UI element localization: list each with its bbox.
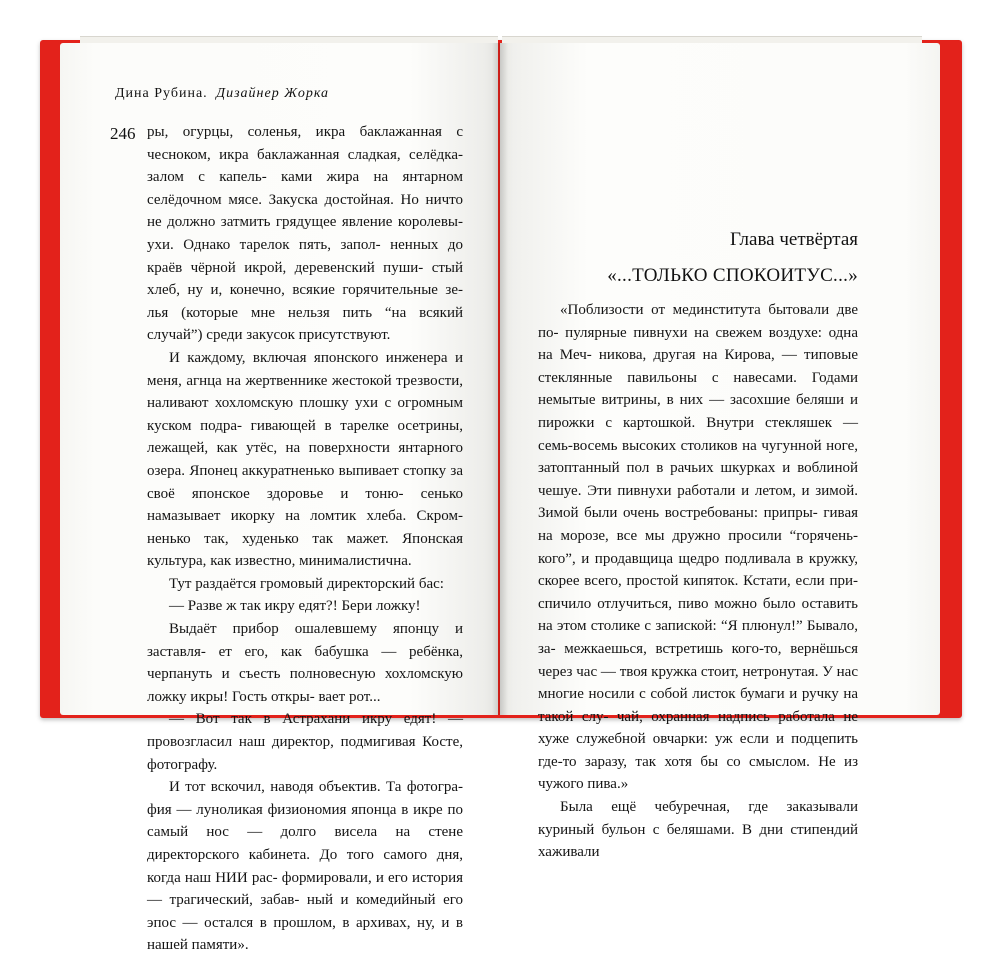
paragraph — [147, 618, 463, 708]
page-number: 246 — [110, 124, 136, 143]
text-line: ный и комедийный его эпос — остался в прошлом, — [147, 892, 464, 931]
text-line: «Поблизости от мединститута бытовали две по- — [538, 302, 858, 341]
chapter-label: Глава четвёртая — [729, 229, 858, 250]
chapter-title: «...ТОЛЬКО СПОКОИТУС...» — [607, 265, 858, 286]
text-line: ры, огурцы, соленья, икра баклажанная с чесноком, — [147, 124, 463, 163]
text-line: час — твоя кружка стоит, нетронутая. У нас многие — [538, 663, 858, 703]
text-line: фия — луноликая физиономия японца в икре по — [147, 801, 463, 818]
text-line: Тут раздаётся громовый директорский бас: — [169, 575, 444, 592]
text-line: гивая на морозе, все мы дружно просили “горячень- — [538, 505, 858, 544]
paragraph — [538, 796, 858, 864]
text-line: кабинета. До того самого дня, когда наш НИИ рас- — [147, 847, 464, 886]
text-line: в них — засохшие беляши и пирожки с картошкой. — [538, 392, 859, 431]
right-page-text — [538, 299, 858, 864]
text-line: ками жира на янтарном селёдочном мясе. Закуска — [147, 169, 463, 208]
header-author: Дина Рубина. — [115, 86, 208, 101]
running-header — [115, 86, 329, 102]
text-line: ненных до краёв чёрной икрой, деревенский пуши- — [147, 236, 464, 276]
text-line: межкаешься, встретишь кого-то, вернёшься через — [538, 640, 858, 680]
text-line: кого”, и продавщица щедро подливала в кружку, — [538, 550, 858, 567]
text-line: агнца на жертвеннике жестокой трезвости, наливают — [147, 372, 464, 412]
text-line: стый хлеб, ну и, конечно, всякие горячительные зе- — [147, 259, 464, 299]
text-line: и воблиной чешуе. Эти пивнухи работали и летом, — [538, 460, 858, 499]
text-line: носили с собой листок бумаги и ручку на такой слу- — [538, 686, 859, 725]
text-line: овчарки: уж если и подцепить где-то заразу, так хотя — [538, 731, 859, 770]
text-line: — Разве ж так икру едят?! Бери ложку! — [169, 598, 421, 615]
text-line: лья (которые мне нельзя пить “на всякий случай”) — [147, 304, 463, 344]
paragraph — [147, 776, 463, 957]
text-line: Внутри стекляшек — семь-восемь высоких столиков — [538, 414, 859, 454]
text-line: И каждому, включая японского инженера и меня, — [147, 349, 463, 389]
left-page-text — [147, 121, 463, 957]
text-line: этом столике с запиской: “Я плюнул!” Бывало, за- — [538, 618, 858, 657]
text-line: вает рот... — [318, 688, 381, 705]
text-line: — Вот так в Астрахани икру едят! — провозгласил — [147, 711, 463, 751]
text-line: в архивах, ну, и в нашей памяти». — [147, 914, 464, 954]
text-line: икра баклажанная сладкая, селёдка-залом с капель- — [147, 146, 463, 186]
text-line: среди закусок присутствуют. — [206, 327, 391, 344]
text-line: бульон с беляшами. В дни стипендий хаживали — [538, 821, 858, 861]
text-line: хохломскую плошку ухи с огромным куском подра- — [147, 395, 464, 434]
text-line: ненько так, худенько так мажет. Японская культура, — [147, 530, 463, 570]
text-line: самый нос — долго висела на стене директорского — [147, 824, 463, 863]
text-line: сенько намазывает икорку на ломтик хлеба. Скром- — [147, 485, 464, 525]
text-line: скорее всего, простой кипяток. Кстати, если при- — [538, 573, 858, 590]
text-line: на чугунной ноге, затоптанный пол в рачьих шкурках — [538, 437, 858, 477]
text-line: наш директор, подмигивая Косте, фотографу. — [147, 734, 463, 773]
show-through-text — [540, 96, 860, 209]
text-line: И тот вскочил, наводя объектив. Та фотогра- — [169, 779, 463, 796]
book-gutter — [492, 43, 508, 715]
text-line: спичило отлучиться, пиво можно было оставить на — [538, 595, 858, 635]
paragraph — [147, 708, 463, 776]
text-line: и зимой. Зимой были очень востребованы: припры- — [538, 482, 859, 522]
text-line: павильоны с навесами. Годами немытые витрины, — [538, 369, 858, 409]
paragraph — [147, 347, 463, 573]
text-line: никова, другая на Кирова, — типовые стеклянные — [538, 347, 858, 386]
text-line: Была ещё чебуречная, где заказывали куриный — [538, 799, 858, 838]
text-line: гивающей в тарелке осетрины, лежащей, как утёс, на — [147, 417, 463, 457]
text-line: явление королевы-ухи. Однако тарелок пять, запол- — [147, 214, 463, 253]
paragraph — [538, 299, 858, 796]
text-line: чай, охранная надпись работала не хуже служебной — [538, 708, 859, 748]
text-line: как известно, минималистична. — [210, 553, 412, 570]
text-line: выпивает стопку за своё японское здоровье и тоню- — [147, 462, 464, 502]
text-line: полновесную хохломскую ложку икры! Гость откры- — [147, 666, 464, 705]
text-line: поверхности янтарного озера. Японец аккуратненько — [147, 440, 464, 479]
text-line: формировали, и его история — трагический, забав- — [147, 869, 464, 909]
text-line: ет его, как бабушка — ребёнка, черпануть и съесть — [147, 643, 463, 683]
paragraph — [147, 595, 463, 618]
paragraph — [147, 121, 463, 347]
text-line: пулярные пивнухи на свежем воздухе: одна на Меч- — [538, 324, 858, 364]
header-book-title: Дизайнер Жорка — [216, 86, 330, 101]
text-line: бы со смыслом. Не из чужого пива.» — [538, 753, 859, 793]
paragraph — [147, 573, 463, 596]
text-line: достойная. Но ничто не должно затмить грядущее — [147, 191, 464, 231]
text-line: Выдаёт прибор ошалевшему японцу и заставля- — [147, 621, 463, 660]
